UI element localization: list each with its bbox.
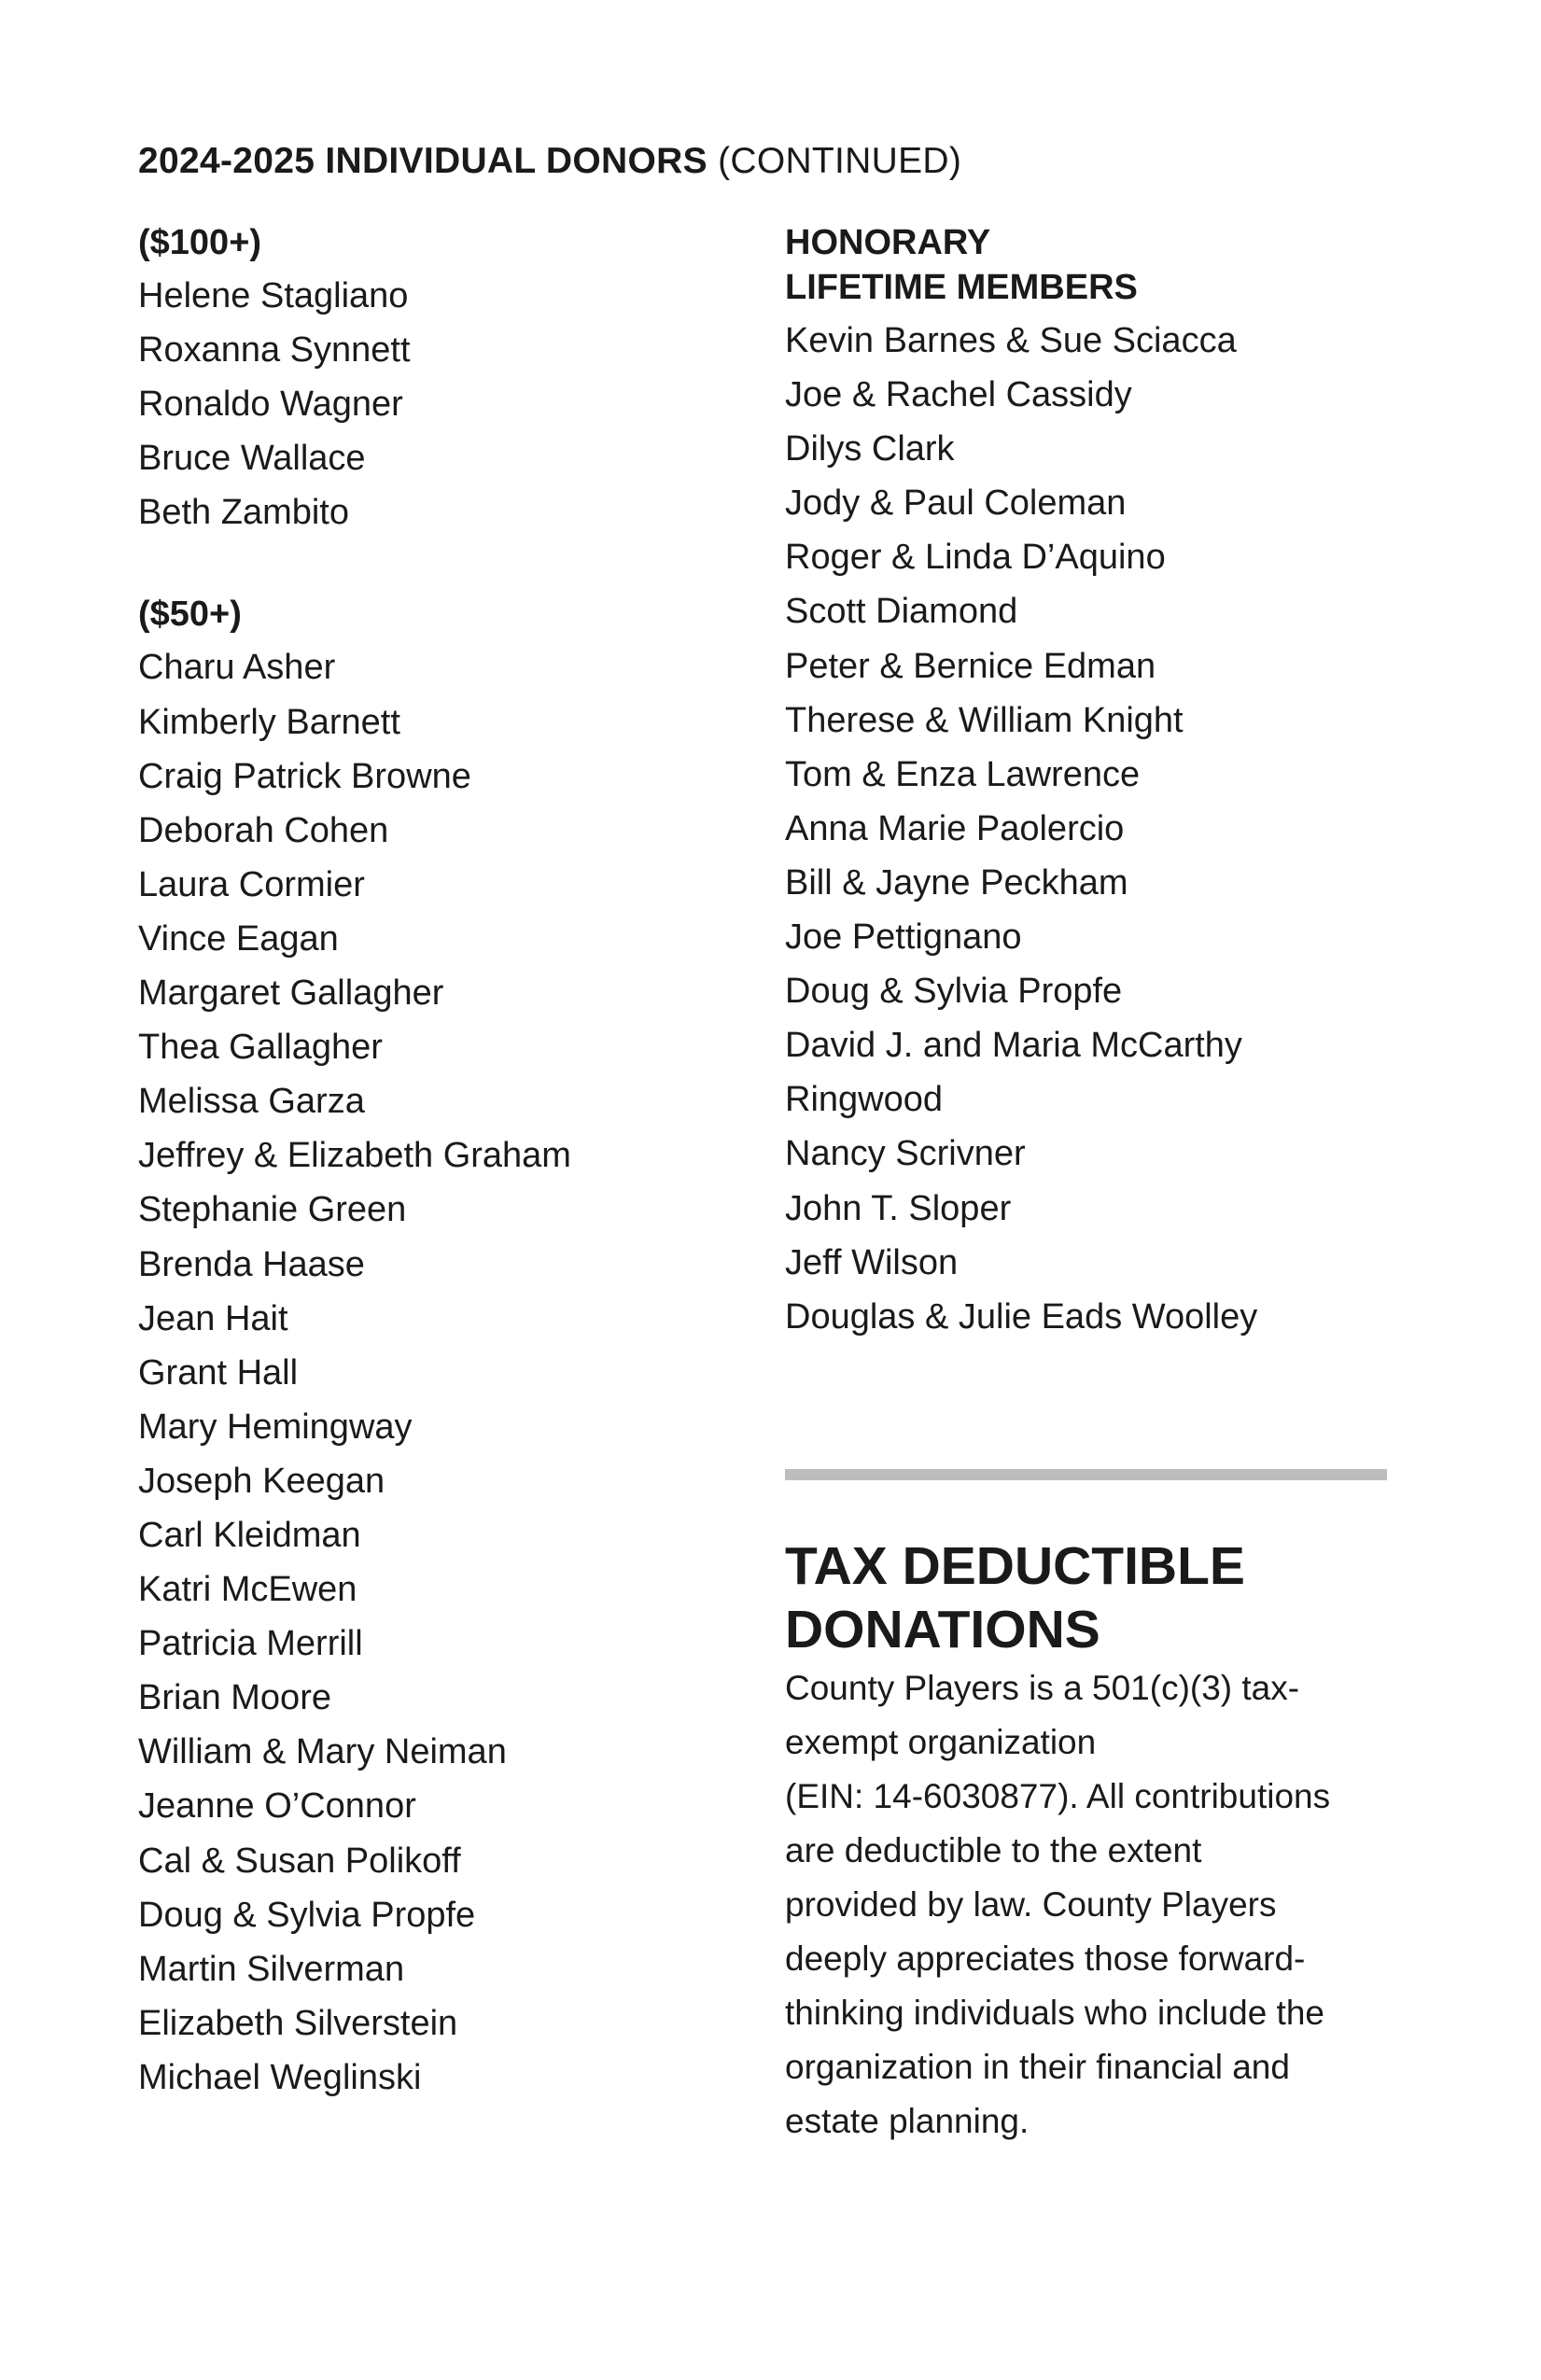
donor-list-100 [138,269,735,539]
donor-name: Brian Moore [138,1678,331,1718]
page-title-main: 2024-2025 INDIVIDUAL DONORS [138,141,707,181]
donor-section-100 [138,220,735,539]
donor-name: Douglas & Julie Eads Woolley [785,1296,1258,1337]
donor-name: Jeffrey & Elizabeth Graham [138,1136,571,1176]
donor-section-50 [138,592,735,2105]
tax-deductible-body [785,1661,1382,2149]
tax-body-line: deeply appreciates those forward- [785,1939,1306,1978]
donor-name: Doug & Sylvia Propfe [785,972,1123,1012]
donor-name: Joseph Keegan [138,1461,385,1501]
donor-name: Doug & Sylvia Propfe [138,1895,476,1935]
donor-name: Katri McEwen [138,1570,357,1610]
donor-name: Jean Hait [138,1298,288,1338]
donor-name: Bruce Wallace [138,439,366,479]
donor-name: Laura Cormier [138,864,365,904]
tax-body-line: organization in their financial and [785,2048,1290,2086]
honorary-title [785,220,1401,310]
donor-name: Helene Stagliano [138,276,409,315]
honorary-title-line1: HONORARY [785,223,991,262]
donor-name: Anna Marie Paolercio [785,808,1125,848]
section-divider [785,1469,1387,1480]
donor-name: Therese & William Knight [785,700,1184,740]
donor-name: Margaret Gallagher [138,973,444,1014]
donor-name: Martin Silverman [138,1949,405,1989]
donor-name: Vince Eagan [138,918,339,959]
donor-name: Mary Hemingway [138,1407,413,1447]
section-title-50: ($50+) [138,595,242,635]
honorary-section [785,220,1401,1344]
donor-name: Ronaldo Wagner [138,385,403,425]
donor-name: Elizabeth Silverstein [138,2003,458,2043]
tax-body-line: thinking individuals who include the [785,1994,1324,2032]
donor-name: Ringwood [785,1080,943,1120]
tax-heading-line1: TAX DEDUCTIBLE [785,1536,1245,1596]
donor-name: Roxanna Synnett [138,330,411,371]
donor-name: Stephanie Green [138,1190,407,1230]
page-title-suffix: (CONTINUED) [718,141,962,181]
donor-name: Tom & Enza Lawrence [785,754,1141,794]
donor-name: Bill & Jayne Peckham [785,862,1128,903]
donor-name: Beth Zambito [138,493,349,533]
donor-name: Michael Weglinski [138,2057,422,2097]
donor-name: Jeanne O’Connor [138,1786,416,1827]
honorary-title-line2: LIFETIME MEMBERS [785,268,1138,307]
tax-body-line: (EIN: 14-6030877). All contributions [785,1777,1331,1815]
donor-name: Patricia Merrill [138,1624,363,1664]
donor-name: Jody & Paul Coleman [785,483,1127,524]
tax-body-line: County Players is a 501(c)(3) tax- [785,1669,1300,1707]
tax-body-line: estate planning. [785,2102,1030,2140]
page-title [138,140,961,184]
donor-name: Roger & Linda D’Aquino [785,538,1166,578]
tax-body-line: exempt organization [785,1723,1097,1761]
donor-name: Craig Patrick Browne [138,756,471,796]
honorary-member-list [785,314,1401,1344]
donor-name: Peter & Bernice Edman [785,646,1156,686]
donor-name: Kevin Barnes & Sue Sciacca [785,321,1237,360]
donor-name: Joe & Rachel Cassidy [785,375,1132,415]
donor-name: Dilys Clark [785,429,955,469]
donor-name: Brenda Haase [138,1244,365,1284]
tax-deductible-heading [785,1534,1401,1661]
left-column [138,220,735,2105]
donor-name: Scott Diamond [785,592,1018,632]
donor-name: John T. Sloper [785,1188,1012,1228]
donor-name: Kimberly Barnett [138,702,400,742]
right-column [785,220,1401,1344]
donor-name: Cal & Susan Polikoff [138,1841,461,1881]
donor-name: Joe Pettignano [785,917,1022,958]
tax-heading-line2: DONATIONS [785,1600,1100,1659]
donor-name: Deborah Cohen [138,810,389,850]
donor-name: Jeff Wilson [785,1242,959,1282]
donor-name: David J. and Maria McCarthy [785,1026,1242,1066]
donor-list-50 [138,640,735,2105]
donor-name: Thea Gallagher [138,1028,383,1068]
donor-name: Melissa Garza [138,1082,365,1122]
tax-body-line: provided by law. County Players [785,1885,1277,1924]
donor-name: William & Mary Neiman [138,1732,507,1772]
donor-name: Grant Hall [138,1352,299,1393]
section-title-100: ($100+) [138,223,262,262]
donor-name: Carl Kleidman [138,1515,361,1555]
tax-body-line: are deductible to the extent [785,1831,1202,1869]
donor-name: Charu Asher [138,648,336,688]
donor-name: Nancy Scrivner [785,1134,1026,1174]
